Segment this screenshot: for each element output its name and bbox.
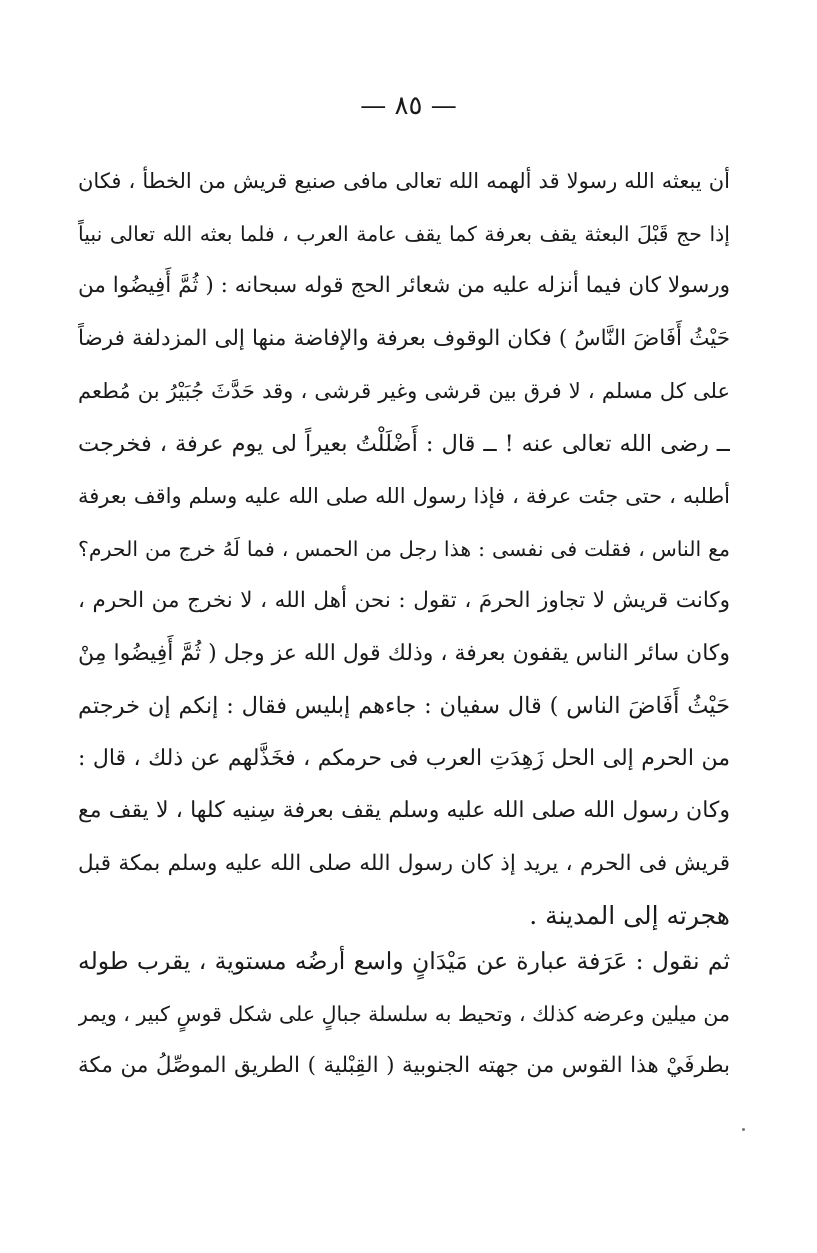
text-line: على كل مسلم ، لا فرق بين قرشى وغير قرشى ، وقد حَدَّثَ جُبَيْرُ بن مُطعم bbox=[78, 379, 730, 403]
paragraph-1 bbox=[78, 155, 730, 943]
text-line: أن يبعثه الله رسولا قد ألهمه الله تعالى مافى صنيع قريش من الخطأ ، فكان bbox=[78, 169, 730, 193]
text-line: أطلبه ، حتى جئت عرفة ، فإذا رسول الله صلى الله عليه وسلم واقف بعرفة bbox=[78, 484, 730, 508]
text-line: من الحرم إلى الحل زَهِدَتِ العرب فى حرمكم ، فخَذَّلهم عن ذلك ، قال : bbox=[78, 745, 730, 771]
text-line: ثم نقول : عَرَفة عبارة عن مَيْدَانٍ واسع أرضُه مستوية ، يقرب طوله bbox=[78, 947, 730, 975]
text-line: وكانت قريش لا تجاوز الحرمَ ، تقول : نحن أهل الله ، لا نخرج من الحرم ، bbox=[78, 588, 730, 613]
text-line: بطرفَيْ هذا القوس من جهته الجنوبية ( القِبْلية ) الطريق الموصِّلُ من مكة bbox=[78, 1053, 730, 1078]
text-line: وكان رسول الله صلى الله عليه وسلم يقف بعرفة سِنيه كلها ، لا يقف مع bbox=[78, 798, 730, 823]
text-line: من ميلين وعرضه كذلك ، وتحيط به سلسلة جبالٍ على شكل قوسٍ كبير ، ويمر bbox=[78, 1001, 730, 1026]
text-line: إذا حج قَبْلَ البعثة يقف بعرفة كما يقف عامة العرب ، فلما بعثه الله تعالى نبياً bbox=[78, 221, 730, 246]
text-line: قريش فى الحرم ، يريد إذ كان رسول الله صلى الله عليه وسلم بمكة قبل bbox=[78, 850, 730, 876]
text-line: وكان سائر الناس يقفون بعرفة ، وذلك قول الله عز وجل ( ثُمَّ أَفِيضُوا مِنْ bbox=[78, 640, 730, 666]
page-number: — ٨٥ — bbox=[360, 91, 457, 121]
text-line: ــ رضى الله تعالى عنه ! ــ قال : أَضْلَلْتُ بعيراً لى يوم عرفة ، فخرجت bbox=[78, 430, 730, 457]
text-line: حَيْثُ أَفَاضَ النَّاسُ ) فكان الوقوف بعرفة والإفاضة منها إلى المزدلفة فرضاً bbox=[78, 325, 730, 351]
text-line: ورسولا كان فيما أنزله عليه من شعائر الحج قوله سبحانه : ( ثُمَّ أَفِيضُوا من bbox=[78, 273, 730, 298]
paragraph-2 bbox=[78, 935, 730, 1093]
text-line: حَيْثُ أَفَاضَ الناس ) قال سفيان : جاءهم إبليس فقال : إنكم إن خرجتم bbox=[78, 693, 730, 719]
text-line: مع الناس ، فقلت فى نفسى : هذا رجل من الحمس ، فما لَهُ خرج من الحرم؟ bbox=[78, 536, 730, 561]
text-line: هجرته إلى المدينة . bbox=[529, 901, 730, 930]
ink-speck bbox=[742, 1128, 745, 1131]
